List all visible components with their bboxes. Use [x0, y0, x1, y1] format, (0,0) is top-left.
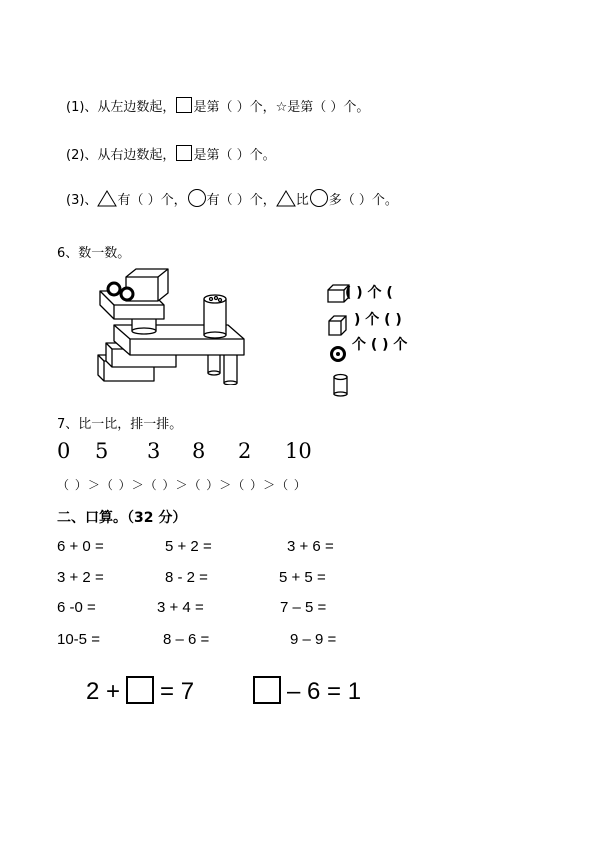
question-3: [66, 189, 398, 208]
triangle-icon: [276, 190, 296, 207]
question-2: [66, 144, 276, 163]
question-text: 是第（ ）个，☆是第（ ）个。: [193, 100, 370, 115]
question-text: 比: [295, 193, 309, 208]
question-text: 是第（ ）个。: [193, 148, 276, 163]
square-icon: [176, 97, 192, 113]
equation-part: = 7: [160, 678, 195, 705]
question-text: 有（ ）个，: [117, 193, 187, 208]
answer-box[interactable]: [253, 676, 281, 704]
count-line-2: ) 个 ( ): [354, 312, 402, 328]
question-text: 、从左边数起，: [84, 100, 176, 115]
question-1: [66, 96, 369, 115]
number-item: 10: [285, 439, 312, 463]
equation-1: [86, 676, 194, 706]
question-text: 有（ ）个，: [206, 193, 276, 208]
count-line-3: 个 ( ) 个: [352, 337, 408, 353]
arith-problem: 6 -0 =: [57, 599, 96, 616]
cylinder-icon: [332, 373, 350, 397]
circle-icon: [310, 189, 328, 207]
triangle-icon: [97, 190, 117, 207]
cube-icon: [328, 315, 348, 337]
question-number: (1): [66, 100, 85, 115]
question-7-title: 7、比一比，排一排。: [57, 417, 183, 432]
square-icon: [176, 145, 192, 161]
compare-row: （ ）＞（ ）＞（ ）＞（ ）＞（ ）＞（ ）: [57, 478, 307, 492]
arith-problem: 8 - 2 =: [165, 569, 208, 586]
arith-problem: 3 + 6 =: [287, 538, 334, 555]
equation-part: – 6 = 1: [287, 678, 362, 705]
arith-problem: 5 + 5 =: [279, 569, 326, 586]
question-number: (3): [66, 193, 85, 208]
question-6-title: 6、数一数。: [57, 246, 131, 261]
arith-problem: 7 – 5 =: [280, 599, 327, 616]
arith-problem: 10-5 =: [57, 631, 100, 648]
number-item: 2: [238, 439, 252, 463]
arith-problem: 9 – 9 =: [290, 631, 337, 648]
arith-problem: 5 + 2 =: [165, 538, 212, 555]
question-number: (2): [66, 148, 85, 163]
number-sequence: [0, 439, 595, 469]
block-tower-illustration: [92, 263, 252, 385]
arith-problem: 8 – 6 =: [163, 631, 210, 648]
equation-part: 2 +: [86, 678, 121, 705]
circle-icon: [188, 189, 206, 207]
question-text: 多（ ）个。: [328, 193, 398, 208]
question-text: 、: [84, 193, 98, 208]
arith-problem: 3 + 2 =: [57, 569, 104, 586]
arith-problem: 6 + 0 =: [57, 538, 104, 555]
equation-2: [247, 676, 361, 706]
number-item: 0: [57, 439, 71, 463]
arith-problem: 3 + 4 =: [157, 599, 204, 616]
question-text: 、从右边数起，: [84, 148, 176, 163]
answer-box[interactable]: [126, 676, 154, 704]
count-line-1: ( ) 个 (: [345, 285, 393, 301]
section-2-title: 二、口算。（32 分）: [57, 510, 187, 526]
number-item: 3: [147, 439, 161, 463]
number-item: 8: [192, 439, 206, 463]
ring-icon: [329, 345, 347, 363]
number-item: 5: [95, 439, 109, 463]
